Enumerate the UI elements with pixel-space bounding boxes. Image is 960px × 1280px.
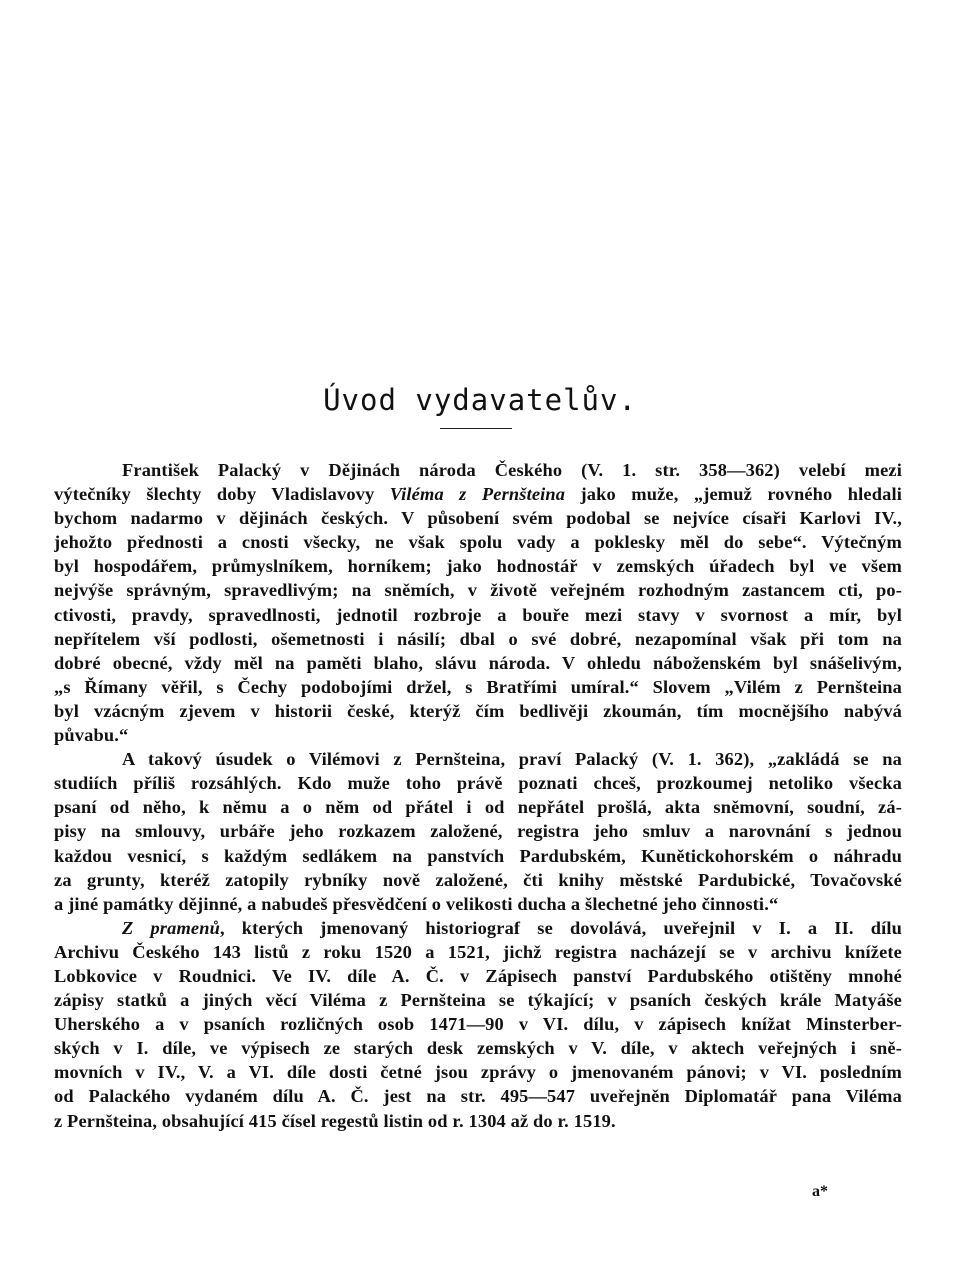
text-line xyxy=(54,747,902,771)
paragraph xyxy=(54,916,902,1133)
text-segment: Uherského a v psaních rozličných osob 1471—90 v VI. dílu, v zápisech knížat Minsterber- xyxy=(54,1014,902,1035)
italic-text: Viléma z Pernšteina xyxy=(389,484,566,505)
text-line xyxy=(54,578,902,602)
text-line xyxy=(54,530,902,554)
text-segment: jehožto přednosti a cnosti všecky, ne však spolu vady a poklesky měl do sebe“. Výtečným xyxy=(54,532,902,553)
text-line xyxy=(54,482,902,506)
text-segment: od Palackého vydaném dílu A. Č. jest na str. 495—547 uveřejněn Diplomatář pana Viléma xyxy=(54,1086,902,1107)
text-segment: „s Římany věřil, s Čechy podobojími držel, s Bratřími umíral.“ Slovem „Vilém z Pernšteina xyxy=(54,676,902,697)
text-line xyxy=(54,916,902,940)
text-segment: movních v IV., V. a VI. díle dosti četné jsou zprávy o jmenovaném pánovi; v VI. posledním xyxy=(54,1062,902,1083)
text-line xyxy=(54,675,902,699)
text-line xyxy=(54,988,902,1012)
text-line xyxy=(54,868,902,892)
text-line xyxy=(54,1036,902,1060)
text-segment: Lobkovice v Roudnici. Ve IV. díle A. Č. v Zápisech panství Pardubského otištěny mnohé xyxy=(54,965,902,986)
text-segment: půvabu.“ xyxy=(54,725,129,746)
text-line xyxy=(54,506,902,530)
text-line xyxy=(54,458,902,482)
text-line xyxy=(54,771,902,795)
body-text xyxy=(54,458,902,1133)
page-title: Úvod vydavatelův. xyxy=(323,383,637,418)
text-segment: každou vesnicí, s každým sedlákem na panstvích Pardubském, Kunětickohorském o náhradu xyxy=(54,845,902,866)
text-segment: zápisy statků a jiných věcí Viléma z Pernšteina se týkající; v psaních českých krále Matyáše xyxy=(54,990,902,1011)
text-segment: byl hospodářem, průmyslníkem, horníkem; jako hodnostář v zemských úřadech byl ve všem xyxy=(54,556,902,577)
text-segment: studiích příliš rozsáhlých. Kdo muže toho právě poznati chceš, prozkoumej netoliko všecka xyxy=(54,773,902,794)
text-line xyxy=(54,795,902,819)
paragraph xyxy=(54,458,902,747)
text-line xyxy=(54,964,902,988)
text-segment: A takový úsudek o Vilémovi z Pernšteina, praví Palacký (V. 1. 362), „zakládá se na xyxy=(122,749,902,770)
text-segment: bychom nadarmo v dějinách českých. V působení svém podobal se nejvíce císaři Karlovi IV., xyxy=(54,508,902,529)
title-divider xyxy=(440,428,512,429)
text-segment: ctivosti, pravdy, spravedlnosti, jednotil rozbroje a bouře mezi stavy v svornost a mír, byl xyxy=(54,604,902,625)
text-line xyxy=(54,940,902,964)
text-line xyxy=(54,892,902,916)
text-line xyxy=(54,554,902,578)
text-line xyxy=(54,1060,902,1084)
text-segment: výtečníky šlechty doby Vladislavovy xyxy=(54,484,390,505)
text-segment: a jiné památky dějinné, a nabudeš přesvědčení o velikosti ducha a šlechetné jeho činnosti.“ xyxy=(54,893,779,914)
text-segment: dobré obecné, vždy měl na paměti blaho, slávu národa. V ohledu náboženském byl snášelivým, xyxy=(54,652,902,673)
text-segment: František Palacký v Dějinách národa Českého (V. 1. str. 358—362) velebí mezi xyxy=(122,460,902,480)
text-line xyxy=(54,844,902,868)
italic-text: Z pramenů xyxy=(122,917,220,938)
text-segment: pisy na smlouvy, urbáře jeho rozkazem založené, registra jeho smluv a narovnání s jednou xyxy=(54,821,902,842)
text-line xyxy=(54,651,902,675)
text-line xyxy=(54,723,902,747)
text-segment: za grunty, kteréž zatopily rybníky nově založené, čti knihy městské Pardubické, Tovačovské xyxy=(54,869,902,890)
text-line xyxy=(54,603,902,627)
text-segment: psaní od něho, k němu a o něm od přátel i od nepřátel prošlá, akta sněmovní, soudní, zá- xyxy=(54,797,902,818)
text-line xyxy=(54,1084,902,1108)
paragraph xyxy=(54,747,902,916)
text-segment: nejvýše správným, spravedlivým; na sněmích, v životě veřejném rozhodným zastancem cti, po- xyxy=(54,580,902,601)
signature-mark: a* xyxy=(812,1183,828,1200)
text-segment: z Pernšteina, obsahující 415 čísel regestů listin od r. 1304 až do r. 1519. xyxy=(54,1110,616,1131)
text-segment: ských v I. díle, ve výpisech ze starých desk zemských v V. díle, v aktech veřejných i sně- xyxy=(54,1038,902,1059)
text-segment: jako muže, „jemuž rovného hledali xyxy=(565,484,902,505)
text-line xyxy=(54,627,902,651)
text-line xyxy=(54,699,902,723)
text-line xyxy=(54,1109,902,1133)
text-segment: Archivu Českého 143 listů z roku 1520 a 1521, jichž registra nacházejí se v archivu knížete xyxy=(54,941,902,962)
text-line xyxy=(54,819,902,843)
text-segment: nepřítelem vší podlosti, ošemetnosti i násilí; dbal o své dobré, nezapomínal však při tom na xyxy=(54,628,902,649)
text-segment: , kterých jmenovaný historiograf se dovolává, uveřejnil v I. a II. dílu xyxy=(219,917,902,938)
text-segment: byl vzácným zjevem v historii české, kterýž čím bedlivěji zkoumán, tím mocnějšího nabývá xyxy=(54,700,902,721)
text-line xyxy=(54,1012,902,1036)
